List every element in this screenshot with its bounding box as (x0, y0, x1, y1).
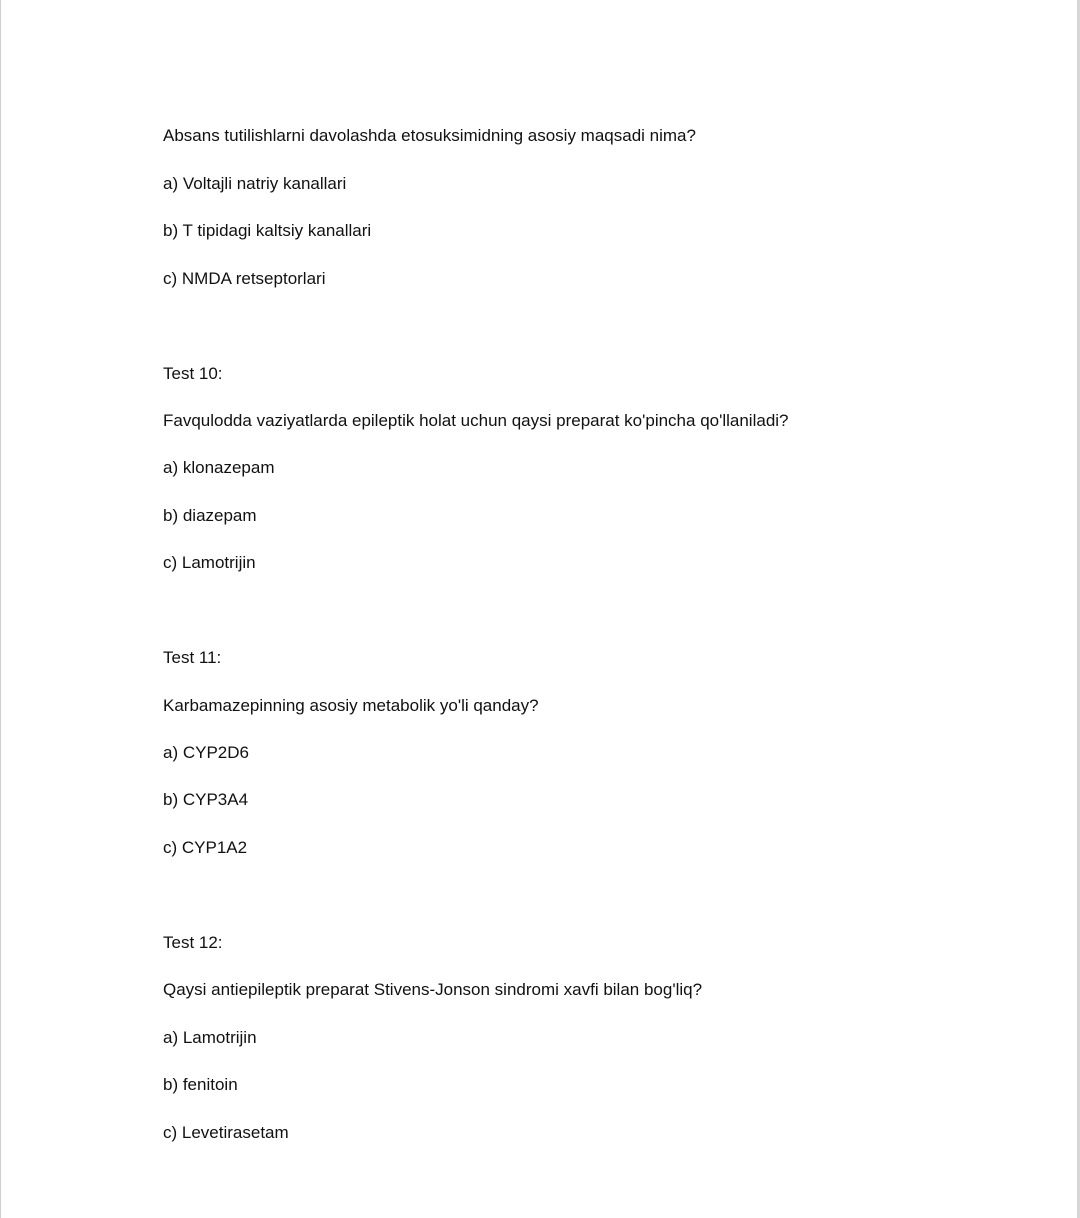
answer-option: b) T tipidagi kaltsiy kanallari (163, 221, 372, 240)
question-text: Qaysi antiepileptik preparat Stivens-Jonson sindromi xavfi bilan bog'liq? (163, 980, 703, 999)
test-heading: Test 11: (163, 648, 222, 667)
answer-option: b) CYP3A4 (163, 790, 249, 809)
question-text: Favqulodda vaziyatlarda epileptik holat uchun qaysi preparat ko'pincha qo'llaniladi? (163, 411, 789, 430)
answer-option: b) fenitoin (163, 1075, 238, 1094)
test-heading: Test 10: (163, 364, 223, 383)
test-heading: Test 12: (163, 933, 223, 952)
answer-option: a) CYP2D6 (163, 743, 249, 762)
answer-option: c) NMDA retseptorlari (163, 269, 326, 288)
answer-option: a) klonazepam (163, 458, 275, 477)
answer-option: c) Levetirasetam (163, 1123, 289, 1142)
answer-option: b) diazepam (163, 506, 257, 525)
answer-option: c) Lamotrijin (163, 553, 256, 572)
question-text: Absans tutilishlarni davolashda etosuksimidning asosiy maqsadi nima? (163, 126, 696, 145)
question-text: Karbamazepinning asosiy metabolik yo'li qanday? (163, 696, 539, 715)
answer-option: a) Voltajli natriy kanallari (163, 174, 347, 193)
answer-option: c) CYP1A2 (163, 838, 248, 857)
answer-option: a) Lamotrijin (163, 1028, 257, 1047)
